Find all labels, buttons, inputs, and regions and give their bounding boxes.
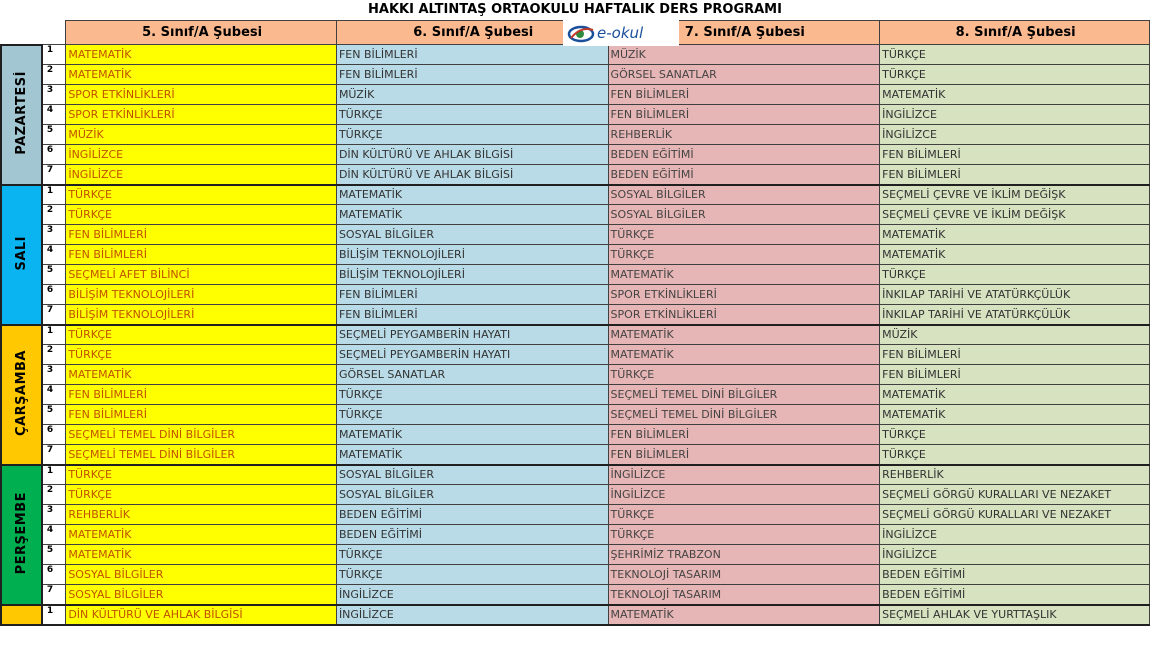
lesson-cell-7a: TEKNOLOJİ TASARIM: [608, 565, 880, 585]
lesson-cell-8a: BEDEN EĞİTİMİ: [880, 565, 1150, 585]
lesson-cell-8a: İNGİLİZCE: [880, 545, 1150, 565]
header-blank: [42, 21, 66, 45]
schedule-table: [0, 20, 1150, 626]
lesson-cell-6a: TÜRKÇE: [336, 125, 608, 145]
lesson-cell-5a: SEÇMELİ TEMEL DİNİ BİLGİLER: [66, 445, 337, 465]
lesson-cell-5a: TÜRKÇE: [66, 185, 337, 205]
period-number: 6: [42, 425, 66, 445]
table-row: [1, 405, 1150, 425]
lesson-cell-7a: FEN BİLİMLERİ: [608, 105, 880, 125]
lesson-cell-7a: MATEMATİK: [608, 605, 880, 625]
period-number: 2: [42, 205, 66, 225]
lesson-cell-6a: MATEMATİK: [336, 445, 608, 465]
table-row: [1, 565, 1150, 585]
day-label-cell: [1, 185, 42, 325]
lesson-cell-7a: SPOR ETKİNLİKLERİ: [608, 285, 880, 305]
lesson-cell-6a: FEN BİLİMLERİ: [336, 45, 608, 65]
table-row: [1, 145, 1150, 165]
lesson-cell-7a: BEDEN EĞİTİMİ: [608, 145, 880, 165]
lesson-cell-6a: GÖRSEL SANATLAR: [336, 365, 608, 385]
lesson-cell-8a: SEÇMELİ GÖRGÜ KURALLARI VE NEZAKET: [880, 485, 1150, 505]
period-number: 7: [42, 305, 66, 325]
lesson-cell-7a: SEÇMELİ TEMEL DİNİ BİLGİLER: [608, 405, 880, 425]
table-row: [1, 265, 1150, 285]
lesson-cell-6a: TÜRKÇE: [336, 545, 608, 565]
lesson-cell-8a: TÜRKÇE: [880, 425, 1150, 445]
lesson-cell-5a: BİLİŞİM TEKNOLOJİLERİ: [66, 305, 337, 325]
table-row: [1, 385, 1150, 405]
lesson-cell-6a: SOSYAL BİLGİLER: [336, 225, 608, 245]
lesson-cell-8a: FEN BİLİMLERİ: [880, 145, 1150, 165]
period-number: 4: [42, 385, 66, 405]
period-number: 1: [42, 605, 66, 625]
lesson-cell-5a: SOSYAL BİLGİLER: [66, 585, 337, 605]
lesson-cell-6a: SOSYAL BİLGİLER: [336, 485, 608, 505]
day-label: PAZARTESİ: [13, 71, 29, 155]
day-label: SALI: [13, 235, 29, 271]
table-row: [1, 125, 1150, 145]
lesson-cell-6a: TÜRKÇE: [336, 385, 608, 405]
period-number: 1: [42, 185, 66, 205]
lesson-cell-6a: FEN BİLİMLERİ: [336, 65, 608, 85]
lesson-cell-6a: MATEMATİK: [336, 185, 608, 205]
period-number: 3: [42, 505, 66, 525]
lesson-cell-5a: TÜRKÇE: [66, 325, 337, 345]
lesson-cell-5a: MATEMATİK: [66, 525, 337, 545]
lesson-cell-5a: FEN BİLİMLERİ: [66, 225, 337, 245]
lesson-cell-5a: DİN KÜLTÜRÜ VE AHLAK BİLGİSİ: [66, 605, 337, 625]
lesson-cell-6a: SOSYAL BİLGİLER: [336, 465, 608, 485]
lesson-cell-5a: MÜZİK: [66, 125, 337, 145]
lesson-cell-5a: TÜRKÇE: [66, 465, 337, 485]
header-blank: [1, 21, 42, 45]
lesson-cell-8a: SEÇMELİ GÖRGÜ KURALLARI VE NEZAKET: [880, 505, 1150, 525]
column-header-8a: 8. Sınıf/A Şubesi: [880, 21, 1150, 45]
lesson-cell-5a: FEN BİLİMLERİ: [66, 385, 337, 405]
lesson-cell-5a: MATEMATİK: [66, 45, 337, 65]
period-number: 7: [42, 445, 66, 465]
period-number: 6: [42, 145, 66, 165]
lesson-cell-6a: FEN BİLİMLERİ: [336, 305, 608, 325]
lesson-cell-5a: FEN BİLİMLERİ: [66, 245, 337, 265]
period-number: 5: [42, 405, 66, 425]
period-number: 3: [42, 225, 66, 245]
period-number: 4: [42, 525, 66, 545]
lesson-cell-7a: FEN BİLİMLERİ: [608, 85, 880, 105]
lesson-cell-8a: FEN BİLİMLERİ: [880, 165, 1150, 185]
lesson-cell-6a: DİN KÜLTÜRÜ VE AHLAK BİLGİSİ: [336, 165, 608, 185]
lesson-cell-8a: MATEMATİK: [880, 385, 1150, 405]
lesson-cell-7a: BEDEN EĞİTİMİ: [608, 165, 880, 185]
table-row: [1, 585, 1150, 605]
lesson-cell-8a: MATEMATİK: [880, 85, 1150, 105]
period-number: 3: [42, 365, 66, 385]
lesson-cell-7a: İNGİLİZCE: [608, 485, 880, 505]
lesson-cell-6a: İNGİLİZCE: [336, 585, 608, 605]
lesson-cell-7a: REHBERLİK: [608, 125, 880, 145]
day-label-cell: [1, 45, 42, 185]
period-number: 6: [42, 285, 66, 305]
lesson-cell-6a: BEDEN EĞİTİMİ: [336, 525, 608, 545]
schedule-body: [1, 45, 1150, 625]
table-row: [1, 65, 1150, 85]
lesson-cell-8a: TÜRKÇE: [880, 265, 1150, 285]
table-row: [1, 605, 1150, 625]
table-row: [1, 345, 1150, 365]
lesson-cell-8a: SEÇMELİ AHLAK VE YURTTAŞLIK: [880, 605, 1150, 625]
table-row: [1, 205, 1150, 225]
table-row: [1, 325, 1150, 345]
lesson-cell-7a: SEÇMELİ TEMEL DİNİ BİLGİLER: [608, 385, 880, 405]
table-row: [1, 445, 1150, 465]
lesson-cell-8a: MATEMATİK: [880, 225, 1150, 245]
period-number: 3: [42, 85, 66, 105]
lesson-cell-6a: İNGİLİZCE: [336, 605, 608, 625]
day-label-cell: [1, 325, 42, 465]
period-number: 5: [42, 265, 66, 285]
lesson-cell-7a: MATEMATİK: [608, 325, 880, 345]
day-label-cell: [1, 605, 42, 625]
lesson-cell-5a: BİLİŞİM TEKNOLOJİLERİ: [66, 285, 337, 305]
lesson-cell-7a: TEKNOLOJİ TASARIM: [608, 585, 880, 605]
lesson-cell-7a: FEN BİLİMLERİ: [608, 445, 880, 465]
lesson-cell-5a: SPOR ETKİNLİKLERİ: [66, 105, 337, 125]
lesson-cell-7a: TÜRKÇE: [608, 505, 880, 525]
table-row: [1, 545, 1150, 565]
lesson-cell-5a: SEÇMELİ AFET BİLİNCİ: [66, 265, 337, 285]
lesson-cell-6a: MATEMATİK: [336, 205, 608, 225]
lesson-cell-8a: REHBERLİK: [880, 465, 1150, 485]
lesson-cell-7a: ŞEHRİMİZ TRABZON: [608, 545, 880, 565]
table-row: [1, 465, 1150, 485]
lesson-cell-5a: İNGİLİZCE: [66, 165, 337, 185]
lesson-cell-8a: TÜRKÇE: [880, 65, 1150, 85]
lesson-cell-5a: MATEMATİK: [66, 365, 337, 385]
lesson-cell-6a: BEDEN EĞİTİMİ: [336, 505, 608, 525]
lesson-cell-6a: MÜZİK: [336, 85, 608, 105]
lesson-cell-8a: MATEMATİK: [880, 405, 1150, 425]
table-row: [1, 505, 1150, 525]
table-row: [1, 425, 1150, 445]
period-number: 4: [42, 105, 66, 125]
period-number: 5: [42, 545, 66, 565]
lesson-cell-5a: FEN BİLİMLERİ: [66, 405, 337, 425]
lesson-cell-7a: MATEMATİK: [608, 265, 880, 285]
period-number: 5: [42, 125, 66, 145]
lesson-cell-5a: TÜRKÇE: [66, 485, 337, 505]
lesson-cell-8a: İNGİLİZCE: [880, 105, 1150, 125]
period-number: 1: [42, 325, 66, 345]
table-row: [1, 245, 1150, 265]
lesson-cell-7a: TÜRKÇE: [608, 225, 880, 245]
lesson-cell-6a: TÜRKÇE: [336, 565, 608, 585]
lesson-cell-7a: GÖRSEL SANATLAR: [608, 65, 880, 85]
period-number: 7: [42, 585, 66, 605]
period-number: 7: [42, 165, 66, 185]
lesson-cell-7a: SOSYAL BİLGİLER: [608, 205, 880, 225]
lesson-cell-8a: SEÇMELİ ÇEVRE VE İKLİM DEĞİŞK: [880, 185, 1150, 205]
lesson-cell-7a: FEN BİLİMLERİ: [608, 425, 880, 445]
lesson-cell-8a: TÜRKÇE: [880, 445, 1150, 465]
lesson-cell-8a: İNGİLİZCE: [880, 525, 1150, 545]
lesson-cell-8a: SEÇMELİ ÇEVRE VE İKLİM DEĞİŞK: [880, 205, 1150, 225]
lesson-cell-6a: TÜRKÇE: [336, 105, 608, 125]
eokul-logo-text: e-okul: [597, 24, 644, 42]
eokul-swirl-icon: [567, 22, 595, 44]
lesson-cell-8a: FEN BİLİMLERİ: [880, 345, 1150, 365]
page-title: HAKKI ALTINTAŞ ORTAOKULU HAFTALIK DERS PROGRAMI: [368, 2, 782, 17]
lesson-cell-8a: TÜRKÇE: [880, 45, 1150, 65]
day-label: PERŞEMBE: [13, 491, 29, 575]
table-row: [1, 45, 1150, 65]
lesson-cell-8a: MATEMATİK: [880, 245, 1150, 265]
lesson-cell-6a: BİLİŞİM TEKNOLOJİLERİ: [336, 265, 608, 285]
table-row: [1, 525, 1150, 545]
lesson-cell-8a: BEDEN EĞİTİMİ: [880, 585, 1150, 605]
period-number: 6: [42, 565, 66, 585]
column-header-6a: 6. Sınıf/A Şubesi: [336, 21, 608, 45]
table-row: [1, 485, 1150, 505]
lesson-cell-7a: TÜRKÇE: [608, 245, 880, 265]
lesson-cell-7a: TÜRKÇE: [608, 365, 880, 385]
lesson-cell-8a: İNKILAP TARİHİ VE ATATÜRKÇÜLÜK: [880, 305, 1150, 325]
table-row: [1, 285, 1150, 305]
day-label: ÇARŞAMBA: [13, 350, 29, 436]
lesson-cell-6a: DİN KÜLTÜRÜ VE AHLAK BİLGİSİ: [336, 145, 608, 165]
lesson-cell-7a: İNGİLİZCE: [608, 465, 880, 485]
lesson-cell-7a: MÜZİK: [608, 45, 880, 65]
lesson-cell-7a: MATEMATİK: [608, 345, 880, 365]
table-row: [1, 85, 1150, 105]
lesson-cell-5a: SEÇMELİ TEMEL DİNİ BİLGİLER: [66, 425, 337, 445]
period-number: 2: [42, 345, 66, 365]
lesson-cell-6a: SEÇMELİ PEYGAMBERİN HAYATI: [336, 325, 608, 345]
table-row: [1, 165, 1150, 185]
lesson-cell-5a: TÜRKÇE: [66, 345, 337, 365]
table-row: [1, 365, 1150, 385]
table-row: [1, 185, 1150, 205]
lesson-cell-5a: REHBERLİK: [66, 505, 337, 525]
period-number: 4: [42, 245, 66, 265]
lesson-cell-5a: SPOR ETKİNLİKLERİ: [66, 85, 337, 105]
period-number: 1: [42, 465, 66, 485]
lesson-cell-8a: FEN BİLİMLERİ: [880, 365, 1150, 385]
lesson-cell-6a: MATEMATİK: [336, 425, 608, 445]
lesson-cell-8a: İNGİLİZCE: [880, 125, 1150, 145]
lesson-cell-8a: İNKILAP TARİHİ VE ATATÜRKÇÜLÜK: [880, 285, 1150, 305]
period-number: 2: [42, 65, 66, 85]
day-label-cell: [1, 465, 42, 605]
table-row: [1, 225, 1150, 245]
table-row: [1, 105, 1150, 125]
lesson-cell-7a: SOSYAL BİLGİLER: [608, 185, 880, 205]
lesson-cell-6a: FEN BİLİMLERİ: [336, 285, 608, 305]
column-header-7a: 7. Sınıf/A Şubesi: [608, 21, 880, 45]
lesson-cell-7a: SPOR ETKİNLİKLERİ: [608, 305, 880, 325]
lesson-cell-6a: BİLİŞİM TEKNOLOJİLERİ: [336, 245, 608, 265]
lesson-cell-5a: SOSYAL BİLGİLER: [66, 565, 337, 585]
lesson-cell-5a: MATEMATİK: [66, 65, 337, 85]
period-number: 1: [42, 45, 66, 65]
lesson-cell-6a: SEÇMELİ PEYGAMBERİN HAYATI: [336, 345, 608, 365]
lesson-cell-5a: İNGİLİZCE: [66, 145, 337, 165]
lesson-cell-6a: TÜRKÇE: [336, 405, 608, 425]
column-header-5a: 5. Sınıf/A Şubesi: [66, 21, 337, 45]
period-number: 2: [42, 485, 66, 505]
eokul-logo: [563, 20, 679, 46]
lesson-cell-8a: MÜZİK: [880, 325, 1150, 345]
lesson-cell-5a: MATEMATİK: [66, 545, 337, 565]
table-row: [1, 305, 1150, 325]
lesson-cell-7a: TÜRKÇE: [608, 525, 880, 545]
lesson-cell-5a: TÜRKÇE: [66, 205, 337, 225]
